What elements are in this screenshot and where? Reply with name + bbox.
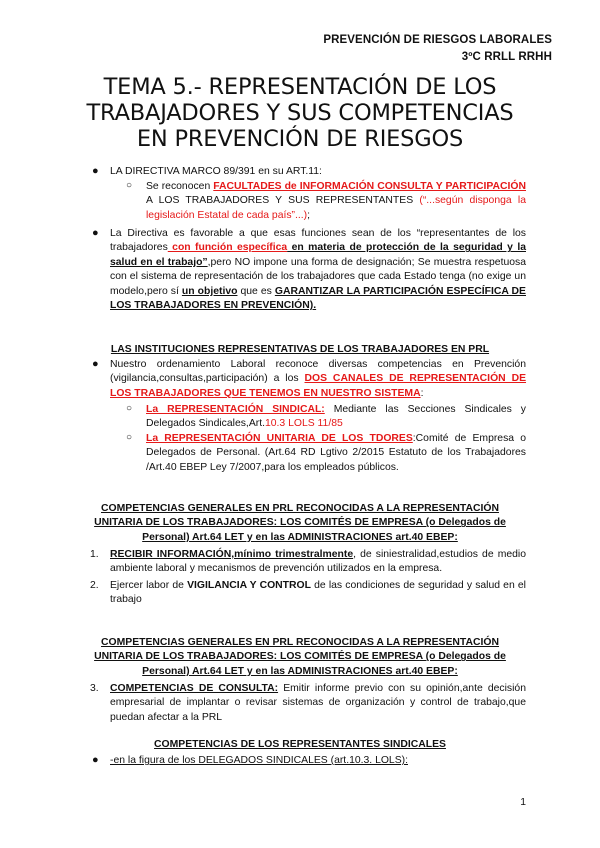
- header-subject: PREVENCIÓN DE RIESGOS LABORALES: [323, 34, 552, 46]
- list-number: 3.: [90, 683, 99, 694]
- title-line-3: EN PREVENCIÓN DE RIESGOS: [136, 126, 464, 152]
- title-line-1: TEMA 5.- REPRESENTACIÓN DE LOS: [103, 74, 497, 100]
- bullet-icon: ●: [92, 358, 99, 370]
- directiva-marco-paragraph: LA DIRECTIVA MARCO 89/391 en su ART.11:: [110, 166, 322, 177]
- competencia-informacion-item: RECIBIR INFORMACIÓN,mínimo trimestralmente, de siniestralidad,estudios de medio ambiente laboral y mecanismos de prevención utilizados en la empresa.: [110, 549, 526, 575]
- list-number: 1.: [90, 549, 99, 560]
- representacion-sindical-paragraph: La REPRESENTACIÓN SINDICAL: Mediante las Secciones Sindicales y Delegados Sindicales,Art.10.3 LOLS 11/85: [146, 404, 526, 430]
- circle-bullet-icon: ○: [126, 403, 133, 414]
- bullet-icon: ●: [92, 754, 99, 766]
- facultades-paragraph: Se reconocen FACULTADES de INFORMACIÓN CONSULTA Y PARTICIPACIÓN A LOS TRABAJADORES Y SUS REPRESENTANTES (“...según disponga la legislación Estatal de cada país”...);: [146, 181, 526, 221]
- bullet-icon: ●: [92, 227, 99, 239]
- delegados-sindicales-line: -en la figura de los DELEGADOS SINDICALES (art.10.3. LOLS):: [110, 755, 408, 766]
- competencia-vigilancia-item: Ejercer labor de VIGILANCIA Y CONTROL de las condiciones de seguridad y salud en el trabajo: [110, 580, 526, 606]
- representacion-unitaria-paragraph: La REPRESENTACIÓN UNITARIA DE LOS TDORES:Comité de Empresa o Delegados de Personal. (Art.64 RD Lgtivo 2/2015 Estatuto de los Trabajadores /Art.40 EBEP Ley 7/2007,para los empleados públicos.: [146, 433, 527, 473]
- circle-bullet-icon: ○: [126, 432, 133, 443]
- section-heading-instituciones: LAS INSTITUCIONES REPRESENTATIVAS DE LOS TRABAJADORES EN PRL: [110, 344, 490, 355]
- header-course: 3ºC RRLL RRHH: [461, 51, 552, 63]
- circle-bullet-icon: ○: [126, 180, 133, 191]
- section-heading-sindicales: COMPETENCIAS DE LOS REPRESENTANTES SINDICALES: [154, 739, 446, 750]
- ordenamiento-laboral-paragraph: Nuestro ordenamiento Laboral reconoce diversas competencias en Prevención (vigilancia,consultas,participación) a los DOS CANALES DE REPRESENTACIÓN DE LOS TRABAJADORES QUE TENEMOS EN NUESTRO SISTEMA:: [110, 359, 527, 399]
- page-number: 1: [520, 797, 526, 808]
- section-heading-competencias-1: COMPETENCIAS GENERALES EN PRL RECONOCIDAS A LA REPRESENTACIÓN UNITARIA DE LOS TRABAJADORES: LOS COMITÉS DE EMPRESA (o Delegados de Personal) Art.64 LET y en las ADMINISTRACIONES art.40 EBEP:: [94, 503, 506, 543]
- title-line-2: TRABAJADORES Y SUS COMPETENCIAS: [86, 100, 514, 126]
- list-number: 2.: [90, 580, 99, 591]
- page-title: [70, 74, 530, 152]
- section-heading-competencias-2: COMPETENCIAS GENERALES EN PRL RECONOCIDAS A LA REPRESENTACIÓN UNITARIA DE LOS TRABAJADORES: LOS COMITÉS DE EMPRESA (o Delegados de Personal) Art.64 LET y en las ADMINISTRACIONES art.40 EBEP:: [94, 637, 506, 677]
- directiva-favorable-paragraph: La Directiva es favorable a que esas funciones sean de los “representantes de los trabajadores con función específica en materia de protección de la seguridad y la salud en el trabajo”,pero NO impone una forma de designación; Se muestra respetuosa con el sistema de representación de los trabajadores que cada Estado tenga (no exige un modelo,pero sí un objetivo que es GARANTIZAR LA PARTICIPACIÓN ESPECÍFICA DE LOS TRABAJADORES EN PREVENCIÓN).: [110, 228, 526, 312]
- bullet-icon: ●: [92, 165, 99, 177]
- competencia-consulta-item: COMPETENCIAS DE CONSULTA: Emitir informe previo con su opinión,ante decisión empresarial de implantar o revisar sistemas de organización y control de trabajo,que puedan afectar a la PRL: [110, 683, 526, 723]
